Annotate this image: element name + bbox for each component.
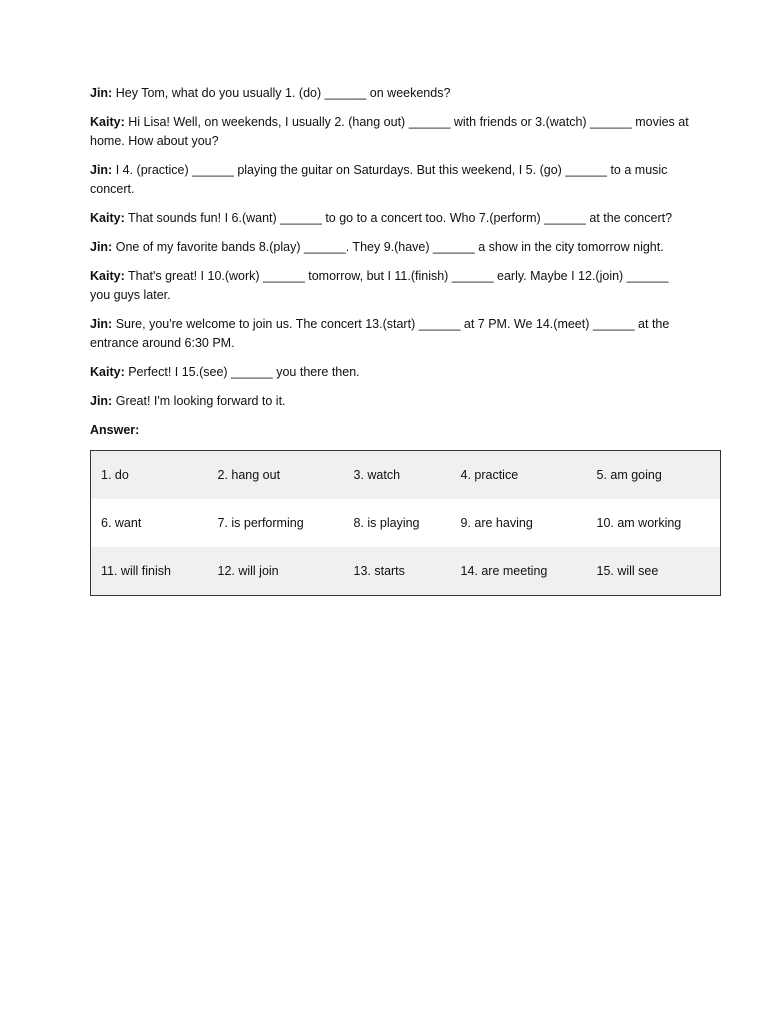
- dialogue-text: Hi Lisa! Well, on weekends, I usually 2. (hang out) ______ with friends or 3.(watch) ______ movies at home. How about you?: [90, 115, 689, 148]
- answer-cell: 6. want: [91, 499, 208, 547]
- answer-cell: 11. will finish: [91, 547, 208, 596]
- answer-row: [91, 547, 721, 596]
- answer-cell: 1. do: [91, 451, 208, 500]
- answer-cell: 4. practice: [451, 451, 587, 500]
- dialogue-line: [90, 161, 690, 199]
- answer-cell: 7. is performing: [208, 499, 344, 547]
- answer-cell: 9. are having: [451, 499, 587, 547]
- speaker-name: Kaity:: [90, 211, 125, 225]
- dialogue-line: [90, 209, 690, 228]
- dialogue-text: Hey Tom, what do you usually 1. (do) ______ on weekends?: [115, 86, 451, 100]
- dialogue-line: [90, 84, 690, 103]
- dialogue-text: That sounds fun! I 6.(want) ______ to go to a concert too. Who 7.(perform) ______ at the concert?: [127, 211, 673, 225]
- answer-cell: 5. am going: [587, 451, 721, 500]
- answer-cell: 15. will see: [587, 547, 721, 596]
- dialogue-line: [90, 363, 690, 382]
- answer-table: [90, 450, 721, 596]
- dialogue: [90, 84, 720, 411]
- dialogue-line: [90, 113, 690, 151]
- speaker-name: Kaity:: [90, 269, 125, 283]
- dialogue-line: [90, 267, 690, 305]
- dialogue-text: That's great! I 10.(work) ______ tomorrow, but I 11.(finish) ______ early. Maybe I 12.(join) ______ you guys later.: [90, 269, 669, 302]
- answer-row: [91, 499, 721, 547]
- answer-cell: 2. hang out: [208, 451, 344, 500]
- dialogue-text: Sure, you're welcome to join us. The concert 13.(start) ______ at 7 PM. We 14.(meet) ______ at the entrance around 6:30 PM.: [90, 317, 670, 350]
- dialogue-text: One of my favorite bands 8.(play) ______. They 9.(have) ______ a show in the city tomorrow night.: [115, 240, 664, 254]
- answer-cell: 8. is playing: [344, 499, 451, 547]
- speaker-name: Jin:: [90, 163, 113, 177]
- answer-row: [91, 451, 721, 500]
- speaker-name: Kaity:: [90, 115, 125, 129]
- dialogue-text: Perfect! I 15.(see) ______ you there then.: [128, 365, 360, 379]
- speaker-name: Kaity:: [90, 365, 125, 379]
- answer-heading: Answer:: [90, 423, 140, 437]
- answer-cell: 10. am working: [587, 499, 721, 547]
- dialogue-text: Great! I'm looking forward to it.: [115, 394, 286, 408]
- dialogue-line: [90, 238, 690, 257]
- speaker-name: Jin:: [90, 394, 113, 408]
- answer-cell: 3. watch: [344, 451, 451, 500]
- speaker-name: Jin:: [90, 317, 113, 331]
- speaker-name: Jin:: [90, 86, 113, 100]
- answer-cell: 14. are meeting: [451, 547, 587, 596]
- answer-cell: 13. starts: [344, 547, 451, 596]
- answer-cell: 12. will join: [208, 547, 344, 596]
- dialogue-line: [90, 315, 690, 353]
- dialogue-line: [90, 392, 690, 411]
- dialogue-text: I 4. (practice) ______ playing the guitar on Saturdays. But this weekend, I 5. (go) ______ to a music concert.: [90, 163, 668, 196]
- speaker-name: Jin:: [90, 240, 113, 254]
